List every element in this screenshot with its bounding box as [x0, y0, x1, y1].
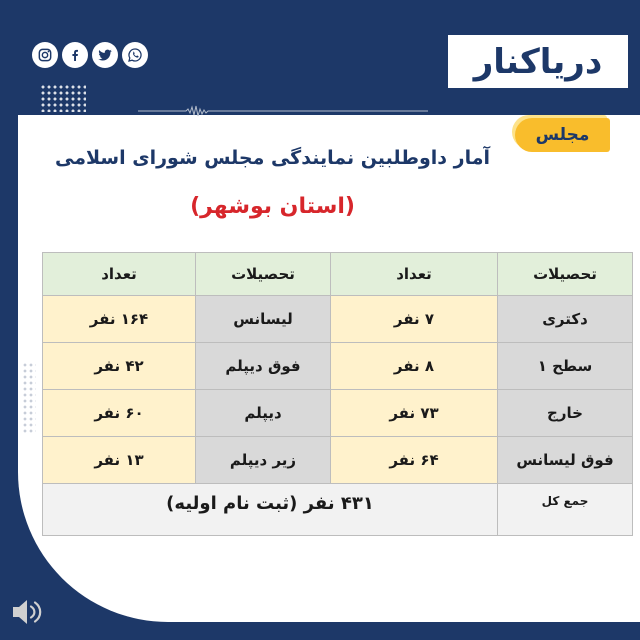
total-value-cell: ۴۳۱ نفر (ثبت نام اولیه)	[43, 484, 498, 536]
whatsapp-icon	[122, 42, 148, 68]
page-title: آمار داوطلبین نمایندگی مجلس شورای اسلامی	[54, 147, 491, 169]
total-label-cell: جمع کل	[498, 484, 633, 536]
count-cell: ۱۳ نفر	[43, 437, 196, 484]
count-cell: ۶۰ نفر	[43, 390, 196, 437]
education-cell: سطح ۱	[498, 343, 633, 390]
column-header-education: تحصیلات	[196, 253, 331, 296]
count-cell: ۱۶۴ نفر	[43, 296, 196, 343]
education-cell: فوق دیپلم	[196, 343, 331, 390]
column-header-count: تعداد	[331, 253, 498, 296]
brand-logo	[448, 35, 628, 88]
table-row	[43, 296, 633, 343]
education-cell: زیر دیپلم	[196, 437, 331, 484]
sound-toggle-button[interactable]	[8, 592, 48, 632]
table-row	[43, 390, 633, 437]
count-cell: ۷۳ نفر	[331, 390, 498, 437]
logo-text: دریاکنار	[473, 41, 603, 82]
count-cell: ۸ نفر	[331, 343, 498, 390]
category-badge-label: مجلس	[535, 125, 590, 145]
count-cell: ۴۲ نفر	[43, 343, 196, 390]
facebook-icon	[62, 42, 88, 68]
table-row	[43, 343, 633, 390]
education-cell: خارج	[498, 390, 633, 437]
education-cell: فوق لیسانس	[498, 437, 633, 484]
table-header-row	[43, 253, 633, 296]
category-badge	[515, 118, 610, 152]
dots-pattern-left	[22, 362, 36, 434]
column-header-count: تعداد	[43, 253, 196, 296]
page-subtitle: (استان بوشهر)	[190, 194, 355, 219]
waveform-line	[138, 100, 428, 122]
education-cell: لیسانس	[196, 296, 331, 343]
instagram-icon	[32, 42, 58, 68]
table-row	[43, 437, 633, 484]
column-header-education: تحصیلات	[498, 253, 633, 296]
count-cell: ۶۴ نفر	[331, 437, 498, 484]
education-cell: دکتری	[498, 296, 633, 343]
count-cell: ۷ نفر	[331, 296, 498, 343]
speaker-icon	[8, 592, 48, 632]
candidates-table	[42, 252, 633, 536]
education-cell: دیپلم	[196, 390, 331, 437]
social-icons	[32, 42, 148, 68]
twitter-icon	[92, 42, 118, 68]
dots-pattern-top	[40, 84, 86, 112]
table-total-row	[43, 484, 633, 536]
